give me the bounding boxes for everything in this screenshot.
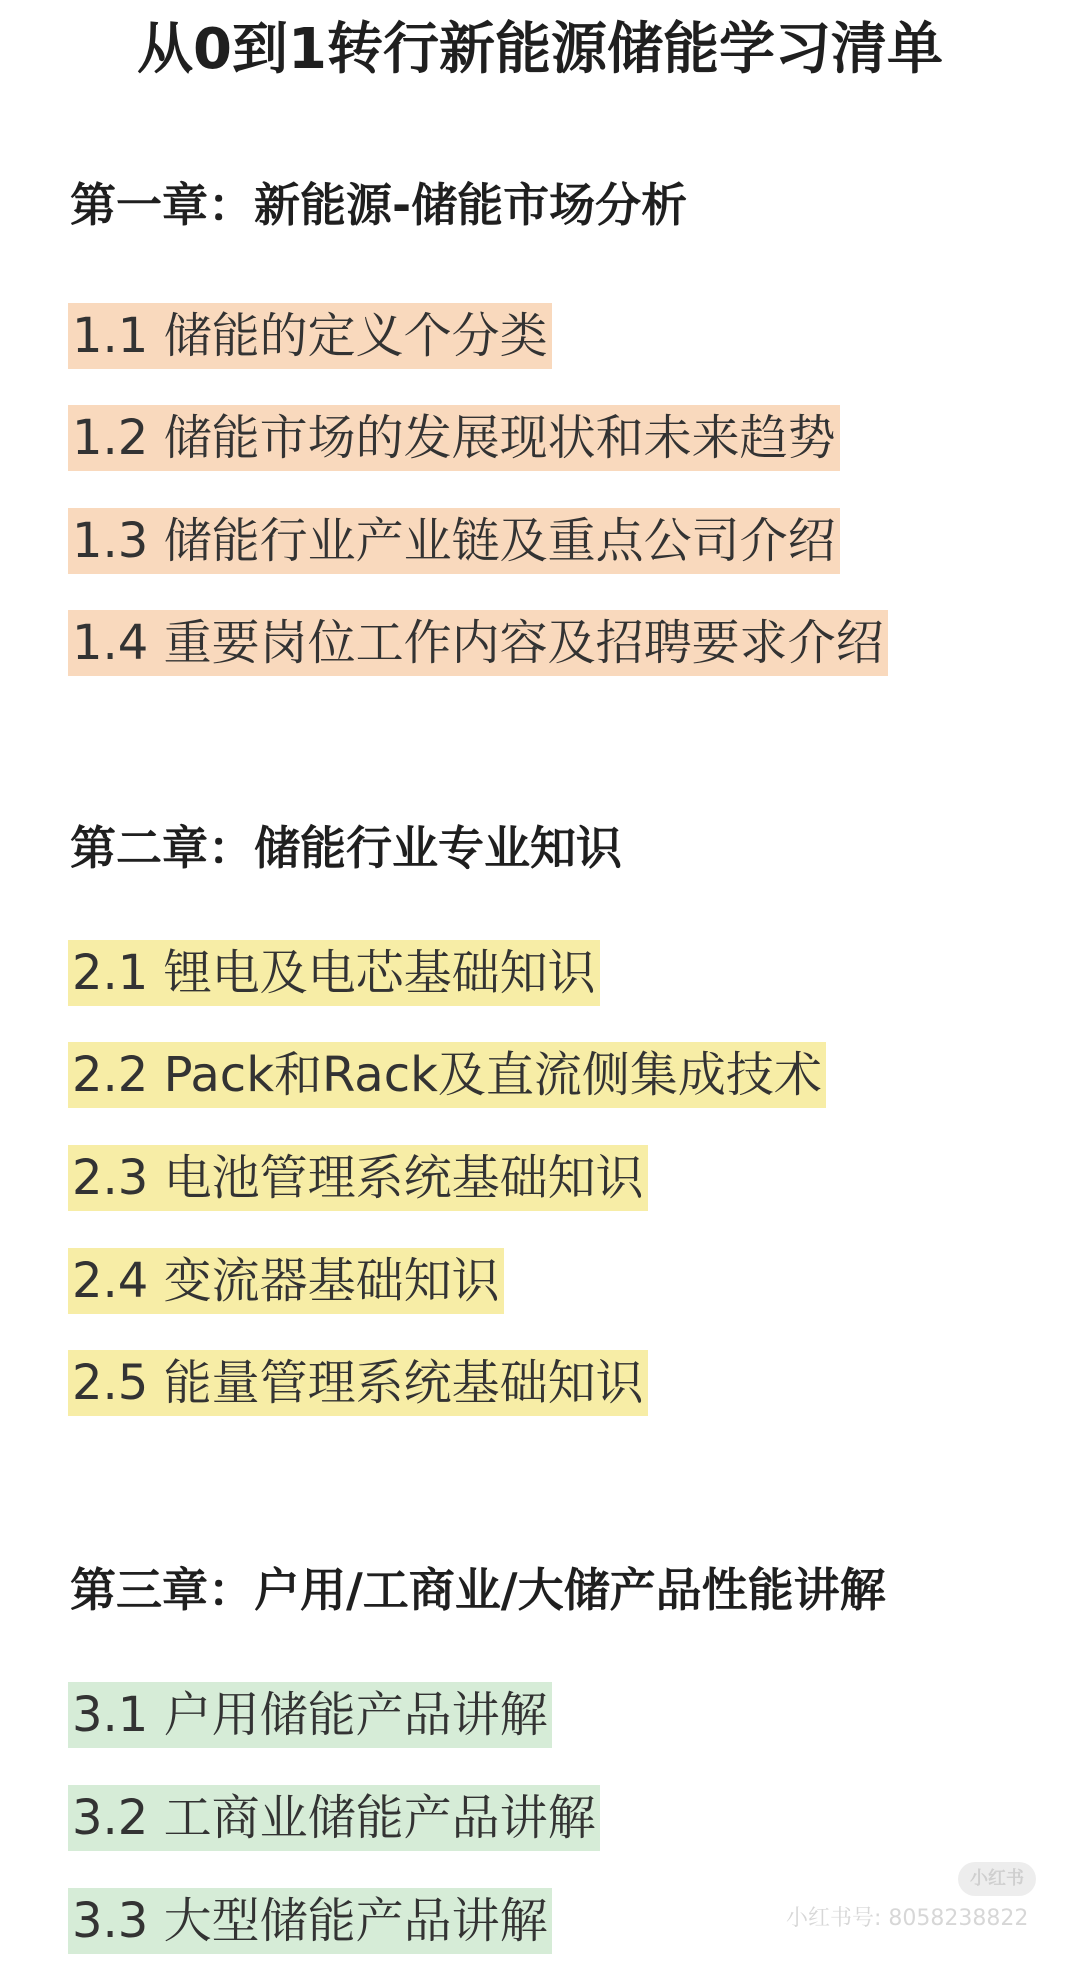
chapter-2-item-5: 2.5 能量管理系统基础知识 (68, 1350, 648, 1416)
chapter-2-item-1: 2.1 锂电及电芯基础知识 (68, 940, 600, 1006)
chapter-1-item-2: 1.2 储能市场的发展现状和未来趋势 (68, 405, 840, 471)
chapter-3-heading: 第三章：户用/工商业/大储产品性能讲解 (70, 1563, 886, 1617)
watermark-text: 小红书号: 8058238822 (786, 1906, 1029, 1931)
watermark-logo: 小红书 (958, 1862, 1036, 1896)
chapter-3-item-1: 3.1 户用储能产品讲解 (68, 1682, 552, 1748)
chapter-3-item-3: 3.3 大型储能产品讲解 (68, 1888, 552, 1954)
chapter-2-item-3: 2.3 电池管理系统基础知识 (68, 1145, 648, 1211)
chapter-1-item-1: 1.1 储能的定义个分类 (68, 303, 552, 369)
chapter-1-item-3: 1.3 储能行业产业链及重点公司介绍 (68, 508, 840, 574)
chapter-1-item-4: 1.4 重要岗位工作内容及招聘要求介绍 (68, 610, 888, 676)
chapter-3-item-2: 3.2 工商业储能产品讲解 (68, 1785, 600, 1851)
chapter-2-item-4: 2.4 变流器基础知识 (68, 1248, 504, 1314)
chapter-2-item-2: 2.2 Pack和Rack及直流侧集成技术 (68, 1042, 826, 1108)
page-title: 从0到1转行新能源储能学习清单 (137, 17, 943, 82)
chapter-1-heading: 第一章：新能源-储能市场分析 (70, 178, 688, 232)
chapter-2-heading: 第二章：储能行业专业知识 (70, 821, 622, 875)
